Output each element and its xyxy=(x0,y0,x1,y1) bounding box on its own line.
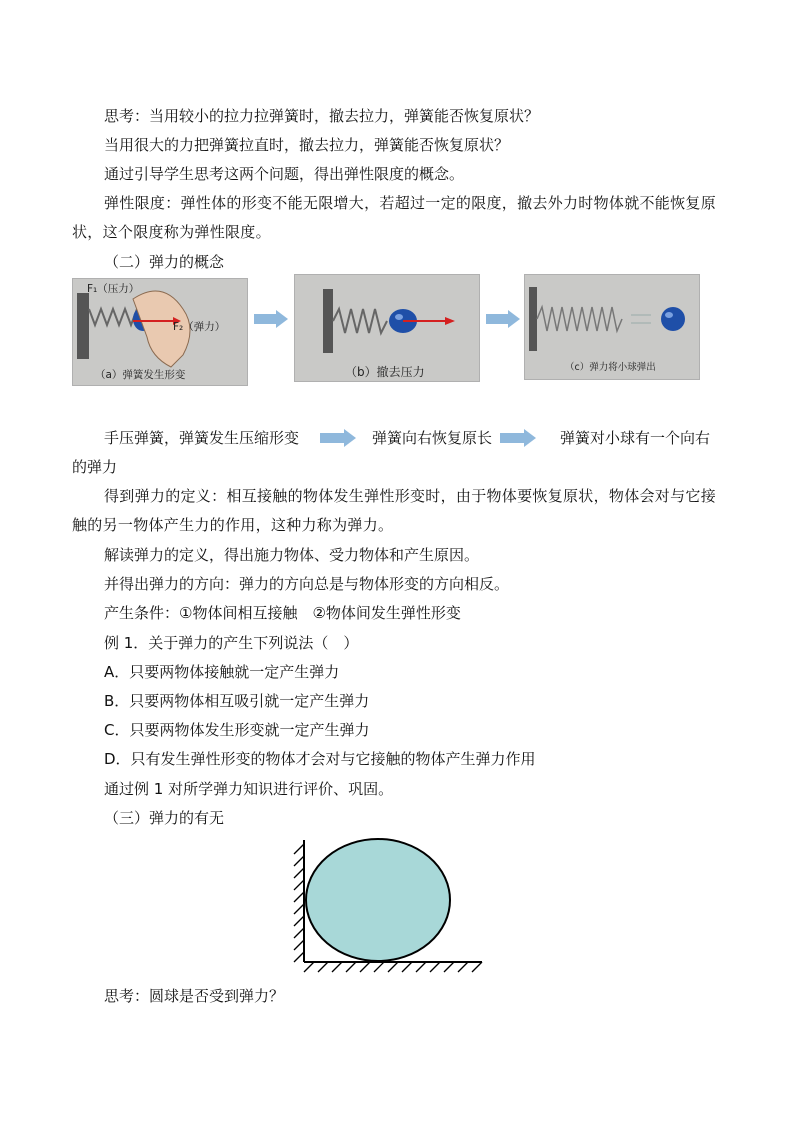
example-1-question: 例 1．关于弹力的产生下列说法（ ） xyxy=(104,634,359,652)
option-a: A．只要两物体接触就一定产生弹力 xyxy=(104,663,340,681)
figure-a-caption: （a）弹簧发生形变 xyxy=(95,369,186,381)
figure-c-caption: （c）弹力将小球弹出 xyxy=(565,362,656,373)
heading-concept: （二）弹力的概念 xyxy=(104,253,225,271)
option-d: D．只有发生弹性形变的物体才会对与它接触的物体产生弹力作用 xyxy=(104,750,536,768)
flow-arrow-2 xyxy=(500,429,536,447)
figure-c-photo xyxy=(524,274,700,380)
option-c: C．只要两物体发生形变就一定产生弹力 xyxy=(104,721,370,739)
arrow-a-to-b xyxy=(254,310,288,328)
heading-presence: （三）弹力的有无 xyxy=(104,809,225,827)
line-p6: 解读弹力的定义，得出施力物体、受力物体和产生原因。 xyxy=(104,546,480,564)
figure-b-photo xyxy=(294,274,480,382)
line-p1: 思考：当用较小的拉力拉弹簧时，撤去拉力，弹簧能否恢复原状？ xyxy=(104,107,540,125)
paragraph-definition: 得到弹力的定义：相互接触的物体发生弹性形变时，由于物体要恢复原状，物体会对与它接触的另一物体产生力的作用，这种力称为弹力。 xyxy=(72,487,717,534)
flow-step-3: 弹簧对小球有一个向右 xyxy=(560,429,711,447)
flow-step-4: 的弹力 xyxy=(72,458,118,476)
flow-arrow-1 xyxy=(320,429,356,447)
figure-b-caption: （b）撤去压力 xyxy=(345,365,425,379)
paragraph-elastic-limit: 弹性限度：弹性体的形变不能无限增大，若超过一定的限度，撤去外力时物体就不能恢复原状，这个限度称为弹性限度。 xyxy=(72,194,717,241)
ball xyxy=(306,839,450,961)
figure-a-f1-label: F₁（压力） xyxy=(87,283,140,295)
figure-a-photo xyxy=(72,278,248,386)
ball-corner-diagram xyxy=(290,836,490,976)
line-p9: 通过例 1 对所学弹力知识进行评价、巩固。 xyxy=(104,780,394,798)
arrow-b-to-c xyxy=(486,310,520,328)
option-b: B．只要两物体相互吸引就一定产生弹力 xyxy=(104,692,370,710)
flow-step-1: 手压弹簧，弹簧发生压缩形变 xyxy=(104,429,300,447)
line-p3: 通过引导学生思考这两个问题，得出弹性限度的概念。 xyxy=(104,165,465,183)
line-p2: 当用很大的力把弹簧拉直时，撤去拉力，弹簧能否恢复原状？ xyxy=(104,136,510,154)
flow-step-2: 弹簧向右恢复原长 xyxy=(372,429,493,447)
figure-a-f2-label: F₂（弹力） xyxy=(173,321,226,333)
line-p8: 产生条件：①物体间相互接触 ②物体间发生弹性形变 xyxy=(104,604,461,622)
line-p10: 思考：圆球是否受到弹力？ xyxy=(104,987,285,1005)
line-p7: 并得出弹力的方向：弹力的方向总是与物体形变的方向相反。 xyxy=(104,575,510,593)
